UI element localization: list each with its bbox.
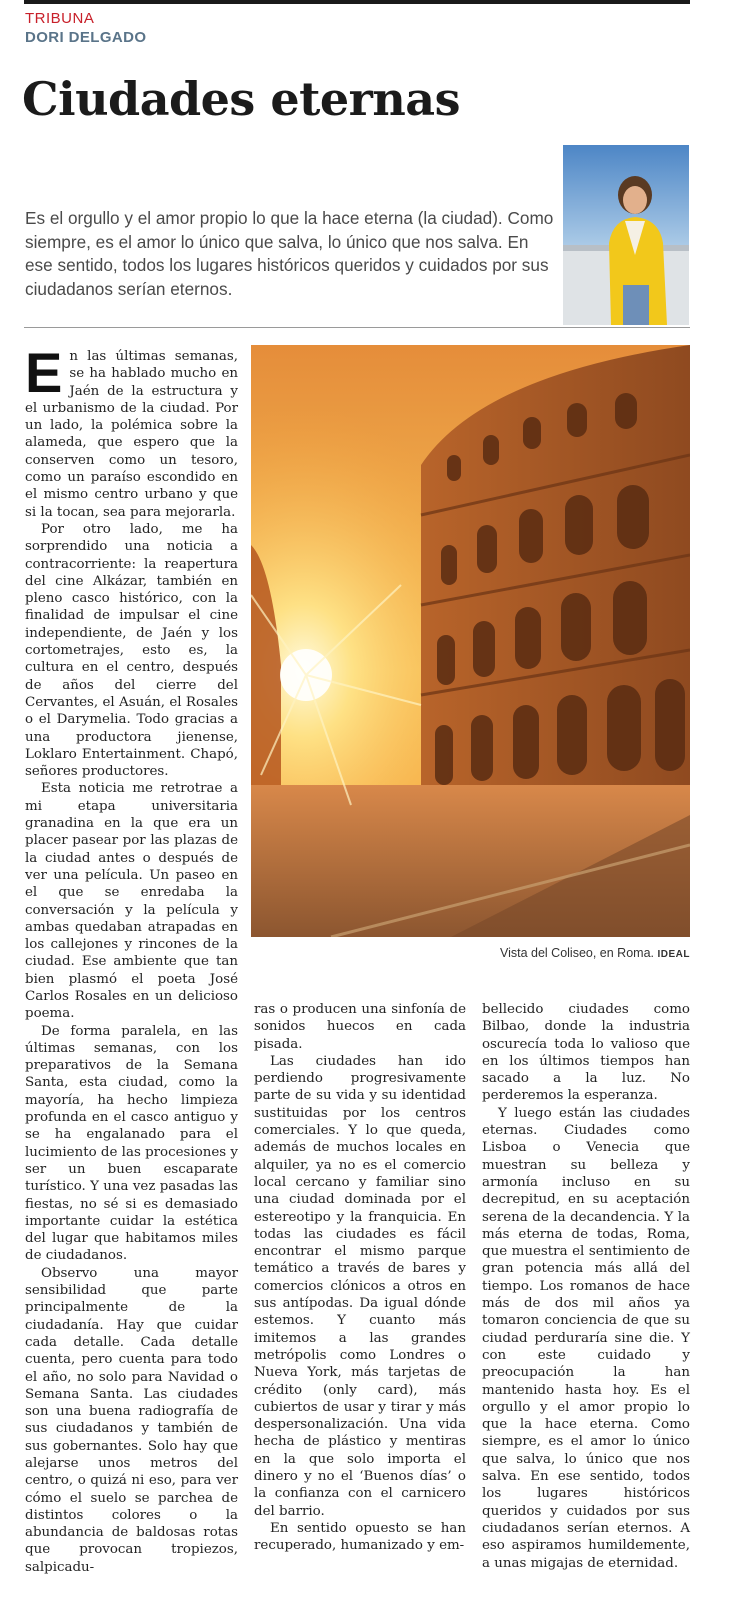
paragraph: Las ciudades han ido perdiendo progresivamente parte de su vida y su identidad sustituidas por los centros comerciales. Y lo que queda, además de muchos locales en alquiler, ya no es el comercio local cercano y familiar sino una ciudad dominada por el estereotipo y la franquicia. En todas las ciudades es fácil encontrar el mismo parque temático a través de bares y comercios clónicos a otros en sus antípodas. Da igual dónde estemos. Y cuanto más imitemos a las grandes metrópolis como Londres o Nueva York, más tarjetas de crédito (only card), más cubiertos de usar y tirar y más despersonalización. Una vida hecha de plástico y mentiras en la que solo importa el dinero y no el ‘Buenos días’ o la confianza con el carnicero del barrio. <box>254 1053 466 1519</box>
paragraph: Por otro lado, me ha sorprendido una noticia a contracorriente: la reapertura del cine Alkázar, también en pleno casco histórico, con la finalidad de impulsar el cine independiente, de Jaén y los cortometrajes, esto es, la cultura en el centro, después de años del cierre del Cervantes, el Asuán, el Rosales o el Darymelia. Todo gracias a una productora jienense, Loklaro Entertainment. Chapó, señores productores. <box>25 521 238 780</box>
photo-caption <box>251 946 690 960</box>
paragraph: Y luego están las ciudades eternas. Ciudades como Lisboa o Venecia que muestran su belleza y armonía incluso en su decrepitud, en su aceptación serena de la decandencia. Y la más eterna de todas, Roma, que muestra el sentimiento de gran potencia más allá del tiempo. Los romanos de hace más de dos mil años ya tomaron conciencia de que su ciudad perduraría sine die. Y con este cuidado y preocupación la han mantenido hasta hoy. Es el orgullo y el amor propio lo que la hace eterna. Como siempre, es el amor lo único que salva, lo único que nos salva. En ese sentido, todos los lugares históricos queridos y cuidados por sus ciudadanos serían eternos. A eso aspiramos humildemente, a unas migajas de eternidad. <box>482 1105 690 1571</box>
author-name: DORI DELGADO <box>25 29 147 46</box>
paragraph: De forma paralela, en las últimas semanas, con los preparativos de la Semana Santa, esta ciudad, como la mayoría, ha hecho limpieza profunda en el casco antiguo y se ha engalanado para el lucimiento de las procesiones y ser un buen escaparate turístico. Y una vez pasadas las fiestas, no sé si es demasiado importante cuidar la estética del lugar que habitamos miles de ciudadanos. <box>25 1023 238 1264</box>
photo-credit: IDEAL <box>657 949 690 960</box>
paragraph: Esta noticia me retrotrae a mi etapa universitaria granadina en la que era un placer pasear por las plazas de la ciudad antes o después de ver una película. Un paseo en el que se enredaba la conversación y la película y ambas quedaban atrapadas en los callejones y rincones de la ciudad. Ese ambiente que tan bien plasmó el poeta José Carlos Rosales en un delicioso poema. <box>25 781 238 1022</box>
paragraph: bellecido ciudades como Bilbao, donde la industria oscurecía toda lo valioso que en los últimos tiempos han sacado a la luz. No perderemos la esperanza. <box>482 1002 690 1104</box>
paragraph: En sentido opuesto se han recuperado, humanizado y em- <box>254 1520 466 1554</box>
divider <box>24 327 690 328</box>
paragraph: Observo una mayor sensibilidad que parte principalmente de la ciudadanía. Hay que cuidar cada detalle. Cada detalle cuenta, pero cuenta para todo el año, no solo para Navidad o Semana Santa. Las ciudades son una buena radiografía de sus ciudadanos y también de sus gobernantes. Solo hay que alejarse unos metros del centro, o quizá ni eso, para ver cómo el suelo se parchea de distintos colores o la abundancia de baldosas rotas que provocan tropiezos, salpicadu- <box>25 1265 238 1575</box>
caption-text: Vista del Coliseo, en Roma. <box>499 946 655 960</box>
author-photo <box>563 145 689 325</box>
body-column-2 <box>254 1001 466 1555</box>
paragraph: ras o producen una sinfonía de sonidos huecos en cada pisada. <box>254 1002 466 1052</box>
paragraph <box>25 341 238 521</box>
body-column-3 <box>482 1001 690 1572</box>
standfirst: Es el orgullo y el amor propio lo que la hace eterna (la ciudad). Como siempre, es el amor lo único que salva, lo único que nos salva. En ese sentido, todos los lugares históricos queridos y cuidados por sus ciudadanos serían eternos. <box>25 208 554 299</box>
top-rule <box>24 0 690 4</box>
body-column-1 <box>25 341 238 1576</box>
drop-cap: E <box>25 341 63 404</box>
headline: Ciudades eternas <box>22 72 461 126</box>
colosseum-photo <box>251 345 690 937</box>
paragraph-text: n las últimas semanas, se ha hablado mucho en Jaén de la estructura y el urbanismo de la ciudad. Por un lado, la polémica sobre la alameda, que espero que la conserven como un tesoro, como un paraíso escondido en el mismo centro urbano y que si la tocan, sea para mejorarla. <box>25 349 238 520</box>
section-label: TRIBUNA <box>25 10 95 27</box>
